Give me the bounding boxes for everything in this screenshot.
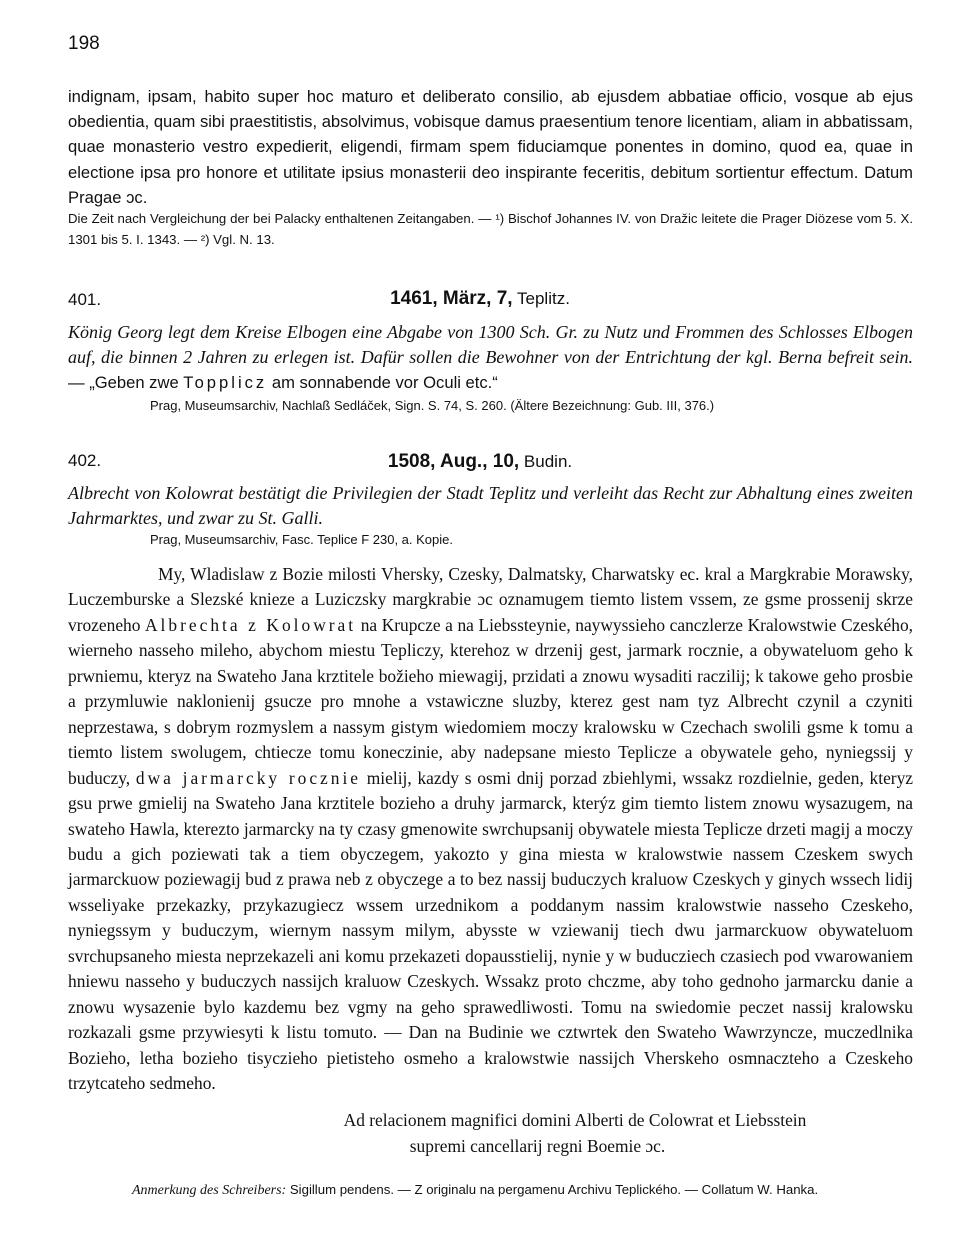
- doc-401-number: 401.: [68, 290, 102, 309]
- scribe-note-text: Sigillum pendens. — Z originalu na pergamenu Archivu Teplického. — Collatum W. Hanka.: [286, 1182, 819, 1197]
- charter-text-part-2: na Krupcze a na Liebssteynie, naywyssieho canczlerze Kralowstwie Czeského, wierneho nasseho mileho, abychom miestu Tepliczy, kterehoz w drzenij gest, jarmark rocznie, a obywateluom geho k prwniemu, kteryz na Swateho Jana krztitele božieho miewagij, przidati a znowu wysaditi raczilij; k takowe geho prosbie a przymluwie naklonienij gsucze pro mnohe a vstawiczne sluzby, kterez gest nam tyz Albrecht czynil a czyniti neprzestawa, s dobrym rozmyslem a nassym gistym wiedomiem moczy kralowsku w Czechach swolili gsme k tomu a tiemto listem swolugem, chtiecze tomu koneczinie, aby nadepsane miesto Teplicze a obywatele geho, nyniegssij y buduczy,: [68, 614, 913, 788]
- doc-401-quote-pre: — „Geben zwe: [68, 373, 184, 392]
- intro-paragraph: indignam, ipsam, habito super hoc maturo et deliberato consilio, ab ejusdem abbatiae officio, vosque ab ejus obedientia, quam sibi praestitistis, absolvimus, vobisque damus praesentium tenore licentiam, aliam in abbatissam, quae monasterio vestro expedierit, eligendi, firmam spem fiduciamque ponentes in domino, quod ea, quae in electione ipsa pro honore et utilitate ipsius monasterii deo inspirante feceritis, debitum sortientur effectum. Datum Pragae ɔc.: [68, 87, 913, 207]
- closing-line-2: supremi cancellarij regni Boemie ɔc.: [409, 1135, 666, 1156]
- doc-401-regest: [68, 320, 913, 395]
- doc-402-number: 402.: [68, 451, 102, 470]
- page-number: 198: [68, 33, 100, 54]
- doc-401-source: Prag, Museumsarchiv, Nachlaß Sedláček, Sign. S. 74, S. 260. (Ältere Bezeichnung: Gub. III, 376.): [150, 398, 715, 413]
- doc-401-date: [0, 288, 960, 310]
- scribe-note: [132, 1182, 818, 1199]
- doc-402-date-text: 1508, Aug., 10,: [387, 451, 520, 472]
- doc-402-source: Prag, Museumsarchiv, Fasc. Teplice F 230, a. Kopie.: [150, 532, 453, 547]
- doc-401-quote-place: Topplicz: [183, 373, 268, 392]
- charter-text: [68, 562, 913, 1097]
- doc-401-date-text: 1461, März, 7,: [390, 288, 513, 309]
- intro-note: Die Zeit nach Vergleichung der bei Palacky enthaltenen Zeitangaben. — ¹) Bischof Johannes IV. von Dražic leitete die Prager Diözese vom 5. X. 1301 bis 5. I. 1343. — ²) Vgl. N. 13.: [68, 211, 913, 247]
- doc-402-date: [0, 451, 960, 473]
- doc-401-regest-text: König Georg legt dem Kreise Elbogen eine Abgabe von 1300 Sch. Gr. zu Nutz und Frommen des Schlosses Elbogen auf, die binnen 2 Jahren zu erlegen ist. Dafür sollen die Bewohner von der Entrichtung der kgl. Berna befreit sein.: [68, 322, 913, 367]
- charter-text-part-1: My, Wladislaw z Bozie milosti Vhersky, Czesky, Dalmatsky, Charwatsky ec. kral a Margkrabie Morawsky, Luczemburske a Slezské knieze a Luziczsky margkrabie ɔc oznamugem tiemto listem vssem, ze gsme prossenij skrze vrozeneho: [68, 564, 913, 635]
- scribe-note-label: Anmerkung des Schreibers:: [132, 1183, 287, 1198]
- closing-formula: [0, 1108, 960, 1159]
- charter-name-spaced: Albrechta z Kolowrat: [145, 614, 357, 635]
- closing-line-1: Ad relacionem magnifici domini Alberti de Colowrat et Liebsstein: [343, 1110, 807, 1130]
- doc-401-quote-post: am sonnabende vor Oculi etc.“: [267, 373, 498, 392]
- charter-text-part-3: mielij, kazdy s osmi dnij porzad zbiehlymi, wssakz rozdielnie, geden, kteryz gsu prwe gmielij na Swateho Jana krztitele bozieho a druhy jarmarck, kterýz gim tiemto listem znowu wysazugem, na swateho Hawla, kterezto jarmarcky na ty czasy gmenowite swrchupsanij obywatele miesta Teplicze drzeti magij a moczy budu a gich poziewati tak a tiem obyczegem, yakozto y gina miesta w kralowstwie nassem Czeskem swych jarmarckuow poziewagij bud z prawa neb z obyczege a to bez nassij buduczych kraluow Czeskych y ginych wssech lidij wsseliyake przekazky, przykazugiecz wssem urzednikom a poddanym nassim kralowstwie nasseho Czeskeho, nyniegssym y buduczym, wiernym nassym milym, abysste w vziewanij tiech dwu jarmarckuow obywateluom svrchupsaneho miesta neprzekazeli ani komu przekazeti dopausstielij, nynie y w buducziech czasiech pod vwarowaniem hniewu nasseho y buduczych nassijch kraluow Czeskych. Wssakz proto chczme, aby toho gednoho jarmarcku danie a znowu wysazenie bylo kazdemu bez vgmy na geho sprawedliwosti. Tomu na swiedomie peczet nassij kralowsku rozkazali gsme przywiesyti k listu tomuto. — Dan na Budinie we cztwrtek den Swateho Wawrzyncze, muczedlnika Bozieho, letha bozieho tisyczieho pietisteho osmeho a kralowstwie nassijch Vherskeho osmnaczteho a Czeskeho trzytcateho sedmeho.: [68, 767, 914, 1094]
- doc-402-place: Budin.: [523, 452, 573, 471]
- charter-spaced-phrase: dwa jarmarcky rocznie: [135, 767, 362, 788]
- doc-402-regest: Albrecht von Kolowrat bestätigt die Privilegien der Stadt Teplitz und verleiht das Recht zur Abhaltung eines zweiten Jahrmarktes, und zwar zu St. Galli.: [68, 483, 913, 528]
- doc-401-place: Teplitz.: [517, 289, 570, 308]
